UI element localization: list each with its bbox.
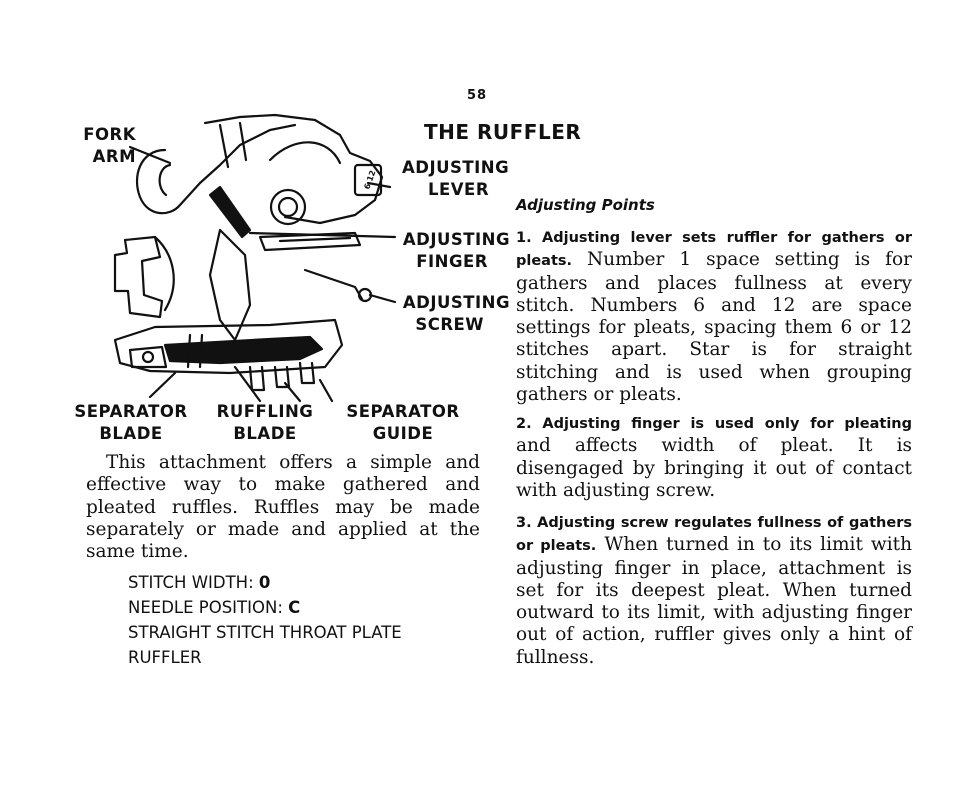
intro-text: This attachment offers a simple and effective way to make gathered and pleated ruffles. Ruffles may be made separately or made and applied at the same time.	[86, 452, 480, 563]
label-adjusting-screw	[380, 292, 510, 336]
setting-attachment: RUFFLER	[128, 648, 202, 667]
adjusting-point-1-text: Number 1 space setting is for gathers and places fullness at every stitch. Numbers 6 and 12 are space settings for pleats, spacing them 6 or 12 stitches apart. Star is for straight stitching and is used when grouping gathers or pleats.	[516, 249, 912, 406]
adjusting-point-3-text: When turned in to its limit with adjusting finger in place, attachment is set for its deepest pleat. When turned outward to its limit, with adjusting finger out of action, ruffler gives only a hint of fullness.	[516, 534, 912, 668]
label-adjusting-finger-line2: FINGER	[416, 252, 488, 271]
label-arm: ARM	[92, 147, 136, 166]
knob	[271, 190, 305, 224]
adjusting-point-2	[516, 412, 912, 502]
label-separator-blade-line1: SEPARATOR	[74, 402, 188, 421]
label-separator-guide-line2: GUIDE	[372, 424, 434, 443]
label-adjusting-lever	[402, 157, 509, 201]
adjusting-point-3-lead: 3. Adjusting screw regulates fullness of gathers or pleats.	[516, 515, 912, 555]
needle-position-value: C	[288, 598, 301, 617]
stitch-width-label: STITCH WIDTH:	[128, 573, 254, 592]
adjusting-point-2-text: and affects width of pleat. It is disengaged by bringing it out of contact with adjusting screw.	[516, 435, 912, 501]
stitch-width-value: 0	[258, 573, 271, 592]
label-separator-blade-line2: BLADE	[99, 424, 163, 443]
label-adjusting-finger-line1: ADJUSTING	[402, 230, 510, 249]
bracket	[115, 237, 162, 317]
label-adjusting-screw-line2: SCREW	[415, 315, 484, 334]
label-separator-guide-line1: SEPARATOR	[346, 402, 460, 421]
lever-arm	[210, 187, 250, 237]
label-adjusting-screw-line1: ADJUSTING	[402, 293, 510, 312]
scale-digits: 6 12	[362, 169, 378, 191]
label-adjusting-lever-line2: LEVER	[428, 180, 490, 199]
label-fork-arm	[70, 124, 136, 168]
setting-throat-plate: STRAIGHT STITCH THROAT PLATE	[128, 623, 402, 642]
label-ruffling-blade	[212, 401, 318, 445]
label-adjusting-lever-line1: ADJUSTING	[402, 158, 510, 177]
adjusting-point-1-lead: 1. Adjusting lever sets ruffler for gathers or pleats.	[516, 230, 912, 270]
setting-needle-position	[128, 595, 402, 620]
label-fork: FORK	[83, 125, 136, 144]
label-adjusting-finger	[380, 229, 510, 273]
label-ruffling-blade-line2: BLADE	[233, 424, 297, 443]
adjusting-point-1	[516, 226, 912, 406]
page-title: THE RUFFLER	[424, 120, 582, 144]
setting-stitch-width	[128, 570, 402, 595]
adjusting-point-3	[516, 511, 912, 669]
intro-paragraph	[86, 452, 480, 563]
label-ruffling-blade-line1: RUFFLING	[216, 402, 314, 421]
settings-list	[128, 570, 402, 670]
adjusting-point-2-lead: 2. Adjusting finger is used only for pleating	[516, 416, 912, 432]
label-separator-guide	[336, 401, 470, 445]
label-separator-blade	[68, 401, 194, 445]
needle-position-label: NEEDLE POSITION:	[128, 598, 283, 617]
adjusting-points-heading: Adjusting Points	[516, 196, 655, 214]
page-number: 58	[466, 88, 488, 103]
